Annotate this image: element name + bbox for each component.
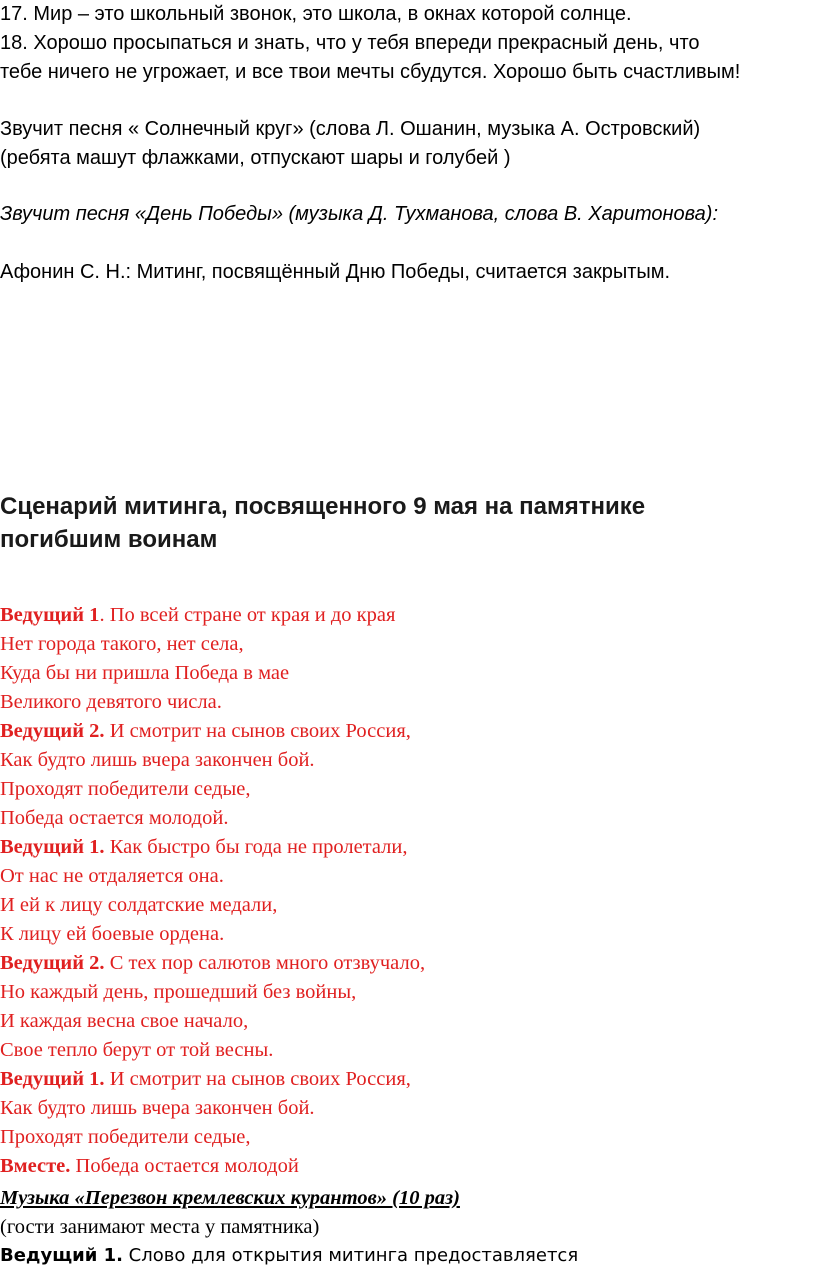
poem-line-text: И смотрит на сынов своих Россия, <box>104 1068 411 1090</box>
poem-line <box>0 775 425 804</box>
poem-line-text: Проходят победители седые, <box>0 1126 251 1148</box>
poem-line <box>0 1007 425 1036</box>
song-den-pobedy <box>0 200 718 229</box>
paragraph-18-line-1: 18. Хорошо просыпаться и знать, что у тебя впереди прекрасный день, что <box>0 32 700 54</box>
poem-line <box>0 891 425 920</box>
song-2-line: Звучит песня «День Победы» (музыка Д. Тухманова, слова В. Харитонова): <box>0 203 719 225</box>
poem-line <box>0 630 425 659</box>
poem-line-text: . По всей стране от края и до края <box>99 604 396 626</box>
paragraph-18-line-2: тебе ничего не угрожает, и все твои мечты сбудутся. Хорошо быть счастливым! <box>0 61 741 83</box>
poem-line <box>0 1094 425 1123</box>
song-1-line-2: (ребята машут флажками, отпускают шары и голубей ) <box>0 147 511 169</box>
poem-line-text: Великого девятого числа. <box>0 691 222 713</box>
speaker-label: Ведущий 1. <box>0 836 105 858</box>
poem-line <box>0 1065 425 1094</box>
poem-line-text: И ей к лицу солдатские медали, <box>0 894 278 916</box>
poem-line-text: И каждая весна свое начало, <box>0 1010 249 1032</box>
poem-line-text: Как будто лишь вчера закончен бой. <box>0 749 315 771</box>
poem-line <box>0 601 425 630</box>
speaker-label: Ведущий 1. <box>0 1245 123 1266</box>
poem-line <box>0 949 425 978</box>
poem-line <box>0 659 425 688</box>
speaker-label: Вместе. <box>0 1155 71 1177</box>
speaker-label: Ведущий 1. <box>0 1068 105 1090</box>
poem-line <box>0 688 425 717</box>
numbered-paragraphs <box>0 0 740 87</box>
song-solnechny-krug <box>0 115 700 173</box>
poem-line-text: От нас не отдаляется она. <box>0 865 224 887</box>
poem-line <box>0 1152 425 1181</box>
poem-line <box>0 833 425 862</box>
poem-line-text: Как будто лишь вчера закончен бой. <box>0 1097 315 1119</box>
poem-line <box>0 1036 425 1065</box>
poem-line-text: С тех пор салютов много отзвучало, <box>104 952 426 974</box>
speaker-label: Ведущий 2. <box>0 952 105 974</box>
poem-line-text: Нет города такого, нет села, <box>0 633 244 655</box>
music-cue: Музыка «Перезвон кремлевских курантов» (10 раз) <box>0 1187 460 1209</box>
poem-line-text: Куда бы ни пришла Победа в мае <box>0 662 290 684</box>
poem-line-text: Победа остается молодой <box>70 1155 299 1177</box>
closing-statement <box>0 258 670 287</box>
poem-line <box>0 920 425 949</box>
speaker-label: Ведущий 2. <box>0 720 105 742</box>
poem-line <box>0 804 425 833</box>
poem-line <box>0 862 425 891</box>
poem-line <box>0 1123 425 1152</box>
poem-line-text: Победа остается молодой. <box>0 807 229 829</box>
poem-line-text: И смотрит на сынов своих Россия, <box>104 720 411 742</box>
speaker-label: Ведущий 1 <box>0 604 100 626</box>
title-line-2: погибшим воинам <box>0 526 218 553</box>
poem-line-text: Проходят победители седые, <box>0 778 251 800</box>
paragraph-17: 17. Мир – это школьный звонок, это школа, в окнах которой солнце. <box>0 3 632 25</box>
poem-line-text: Но каждый день, прошедший без войны, <box>0 981 357 1003</box>
poem-line-text: К лицу ей боевые ордена. <box>0 923 225 945</box>
poem-line <box>0 746 425 775</box>
host-line-text: Слово для открытия митинга предоставляется <box>122 1245 579 1266</box>
closing-line: Афонин С. Н.: Митинг, посвящённый Дню Победы, считается закрытым. <box>0 261 671 283</box>
poem-line <box>0 717 425 746</box>
poem-line-text: Свое тепло берут от той весны. <box>0 1039 274 1061</box>
poem-line-text: Как быстро бы года не пролетали, <box>104 836 408 858</box>
song-1-line-1: Звучит песня « Солнечный круг» (слова Л. Ошанин, музыка А. Островский) <box>0 118 701 140</box>
stage-direction: (гости занимают места у памятника) <box>0 1216 320 1238</box>
host-line <box>0 1241 578 1270</box>
page-title <box>0 490 645 556</box>
poem-line <box>0 978 425 1007</box>
title-line-1: Сценарий митинга, посвященного 9 мая на памятнике <box>0 493 646 520</box>
poem-block <box>0 601 425 1181</box>
